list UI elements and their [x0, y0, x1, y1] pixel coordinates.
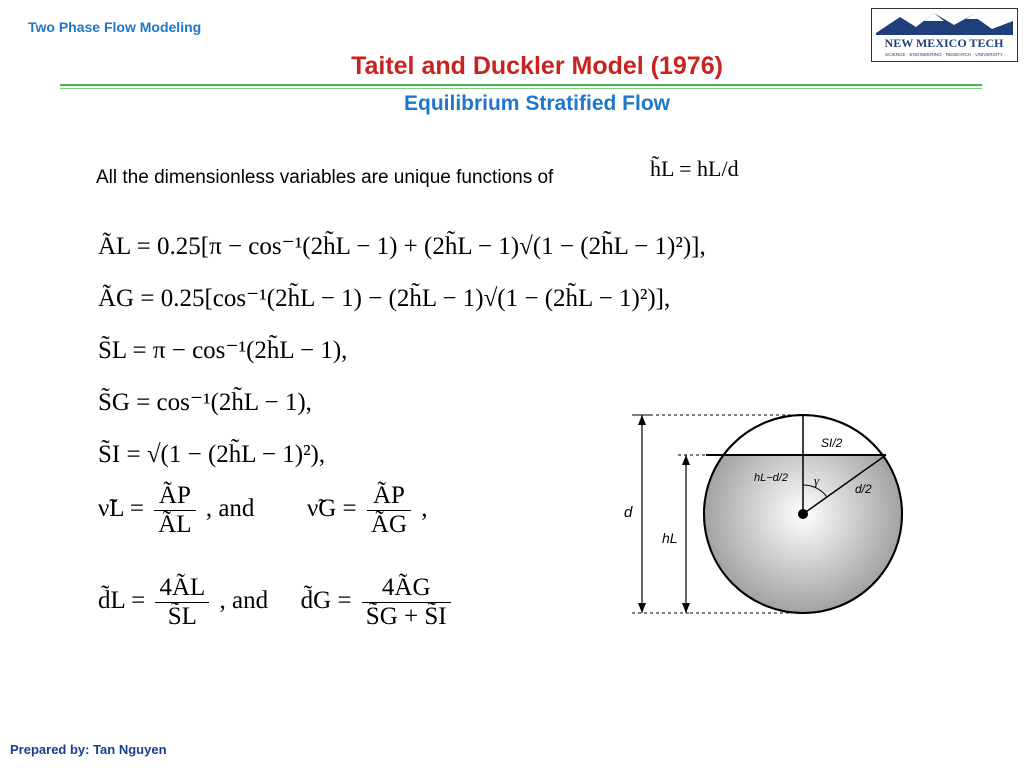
label-half-interface: SI/2	[821, 436, 843, 450]
nu-g-denominator: ÃG	[370, 511, 408, 538]
slide-title: Taitel and Duckler Model (1976)	[351, 52, 723, 80]
logo-text: NEW MEXICO TECH	[884, 36, 1004, 50]
label-radius: d/2	[855, 482, 872, 496]
nu-l-numerator: ÃP	[154, 482, 195, 511]
equation-area-liquid: ÃL = 0.25[π − cos⁻¹(2h̃L − 1) + (2h̃L − 1)√(1 − (2h̃L − 1)²)],	[98, 233, 706, 260]
nu-g-lhs: ν̃G =	[306, 495, 357, 523]
slide-subtitle: Equilibrium Stratified Flow	[403, 92, 670, 115]
nu-g-end: ,	[421, 495, 428, 523]
d-g-numerator: 4ÃG	[362, 574, 451, 603]
equation-area-gas: ÃG = 0.25[cos⁻¹(2h̃L − 1) − (2h̃L − 1)√(1 − (2h̃L − 1)²)],	[98, 285, 671, 312]
stratified-flow-diagram	[620, 405, 920, 625]
and-text-1: , and	[205, 495, 255, 523]
nu-l-denominator: ÃL	[158, 511, 192, 538]
d-l-fraction	[155, 574, 209, 631]
nu-l-fraction	[154, 482, 195, 539]
label-diameter: d	[624, 504, 633, 521]
intro-text: All the dimensionless variables are unique functions of	[96, 167, 554, 188]
equation-hydraulic-diameters	[98, 574, 706, 666]
nu-g-fraction	[367, 482, 411, 539]
footer-author: Prepared by: Tan Nguyen	[10, 742, 167, 757]
equation-block	[98, 222, 706, 666]
intro-variable: h̃L = hL/d	[650, 156, 739, 181]
label-gamma: γ	[814, 473, 820, 488]
equation-perimeter-gas: S̃G = cos⁻¹(2h̃L − 1),	[98, 389, 312, 416]
d-l-numerator: 4ÃL	[155, 574, 209, 603]
d-g-fraction	[362, 574, 451, 631]
d-g-lhs: d̃G =	[300, 587, 352, 615]
equation-perimeter-liquid: S̃L = π − cos⁻¹(2h̃L − 1),	[98, 337, 348, 364]
course-label: Two Phase Flow Modeling	[28, 19, 202, 35]
nu-g-numerator: ÃP	[367, 482, 411, 511]
equation-velocity-ratios	[98, 482, 706, 574]
and-text-2: , and	[219, 587, 269, 615]
equation-perimeter-interface: S̃I = √(1 − (2h̃L − 1)²),	[98, 441, 326, 468]
title-divider	[60, 84, 982, 89]
label-liquid-height: hL	[662, 530, 678, 546]
logo-tagline: SCIENCE · ENGINEERING · RESEARCH · UNIVERSITY	[885, 52, 1003, 57]
d-l-denominator: S̃L	[167, 603, 197, 630]
d-l-lhs: d̃L =	[98, 587, 146, 615]
label-height-minus-radius: hL−d/2	[754, 472, 788, 484]
nu-l-lhs: ν̃L =	[98, 495, 144, 523]
d-g-denominator: S̃G + S̃I	[365, 603, 447, 630]
